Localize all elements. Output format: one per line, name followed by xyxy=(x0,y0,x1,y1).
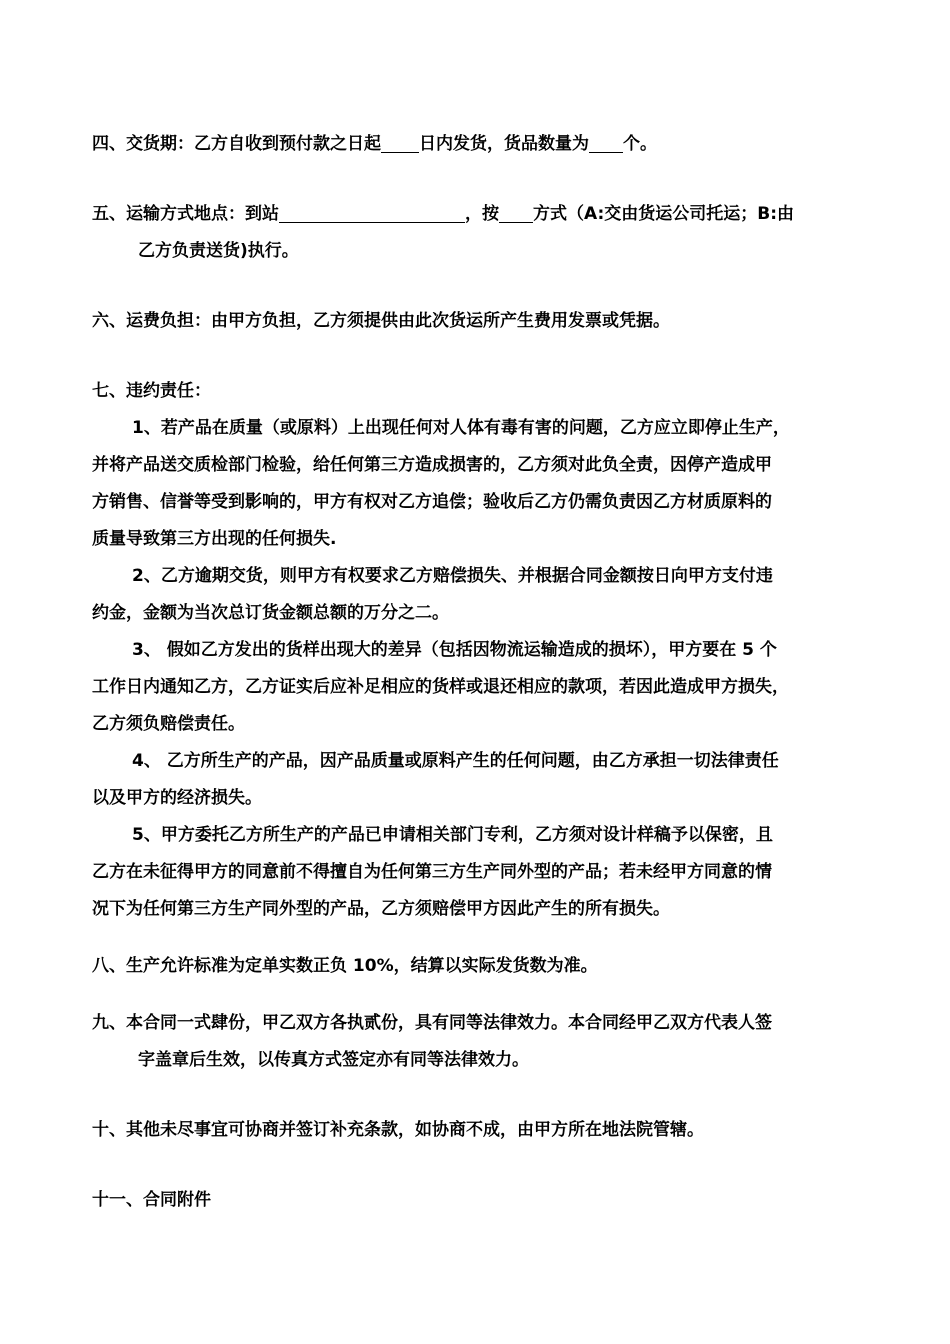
method-blank[interactable] xyxy=(499,204,533,223)
clause-4-text-c: 个。 xyxy=(623,134,657,154)
clause-7-title: 七、违约责任： xyxy=(92,381,211,401)
clause-9-copies: 九、本合同一式肆份，甲乙双方各执贰份，具有同等法律效力。本合同经甲乙双方代表人签 xyxy=(92,1013,772,1033)
clause-7-item-3-line: 乙方须负赔偿责任。 xyxy=(92,714,245,734)
clause-9-continuation: 字盖章后生效，以传真方式签定亦有同等法律效力。 xyxy=(138,1050,529,1070)
clause-11-attachments: 十一、合同附件 xyxy=(92,1190,211,1210)
clause-7-item-2-line: 约金，金额为当次总订货金额总额的万分之二。 xyxy=(92,603,449,623)
clause-7-item-1-line: 1、若产品在质量（或原料）上出现任何对人体有毒有害的问题，乙方应立即停止生产， xyxy=(132,418,790,438)
clause-7-item-5-line: 乙方在未征得甲方的同意前不得擅自为任何第三方生产同外型的产品；若未经甲方同意的情 xyxy=(92,862,772,882)
clause-4-text-a: 四、交货期：乙方自收到预付款之日起 xyxy=(92,134,381,154)
quantity-blank[interactable] xyxy=(589,134,623,153)
clause-7-item-1-line: 质量导致第三方出现的任何损失. xyxy=(92,529,337,549)
station-blank[interactable] xyxy=(279,204,465,223)
clause-7-item-1-line: 方销售、信誉等受到影响的，甲方有权对乙方追偿；验收后乙方仍需负责因乙方材质原料的 xyxy=(92,492,772,512)
clause-7-item-4-line: 以及甲方的经济损失。 xyxy=(92,788,262,808)
clause-7-item-1-line: 并将产品送交质检部门检验，给任何第三方造成损害的，乙方须对此负全责，因停产造成甲 xyxy=(92,455,772,475)
clause-5-transport xyxy=(92,196,872,233)
clause-4-delivery xyxy=(92,126,872,163)
clause-10-disputes: 十、其他未尽事宜可协商并签订补充条款，如协商不成，由甲方所在地法院管辖。 xyxy=(92,1120,704,1140)
clause-7-item-3-line: 3、 假如乙方发出的货样出现大的差异（包括因物流运输造成的损坏），甲方要在 5 个 xyxy=(132,640,777,660)
clause-7-item-5-line: 况下为任何第三方生产同外型的产品，乙方须赔偿甲方因此产生的所有损失。 xyxy=(92,899,670,919)
clause-8-tolerance: 八、生产允许标准为定单实数正负 10%，结算以实际发货数为准。 xyxy=(92,956,598,976)
clause-4-text-b: 日内发货，货品数量为 xyxy=(419,134,589,154)
clause-5-text-b: ，按 xyxy=(465,204,499,224)
clause-5-text-a: 五、运输方式地点：到站 xyxy=(92,204,279,224)
delivery-days-blank[interactable] xyxy=(381,134,419,153)
clause-7-item-4-line: 4、 乙方所生产的产品，因产品质量或原料产生的任何问题，由乙方承担一切法律责任 xyxy=(132,751,779,771)
clause-5-text-c: 方式（A:交由货运公司托运；B:由 xyxy=(533,204,795,224)
clause-5-continuation: 乙方负责送货)执行。 xyxy=(138,241,299,261)
clause-6-freight: 六、运费负担：由甲方负担，乙方须提供由此次货运所产生费用发票或凭据。 xyxy=(92,311,670,331)
clause-7-item-2-line: 2、乙方逾期交货，则甲方有权要求乙方赔偿损失、并根据合同金额按日向甲方支付违 xyxy=(132,566,773,586)
clause-7-item-5-line: 5、甲方委托乙方所生产的产品已申请相关部门专利，乙方须对设计样稿予以保密，且 xyxy=(132,825,773,845)
clause-7-item-3-line: 工作日内通知乙方，乙方证实后应补足相应的货样或退还相应的款项，若因此造成甲方损失， xyxy=(92,677,789,697)
contract-body xyxy=(92,126,872,1219)
